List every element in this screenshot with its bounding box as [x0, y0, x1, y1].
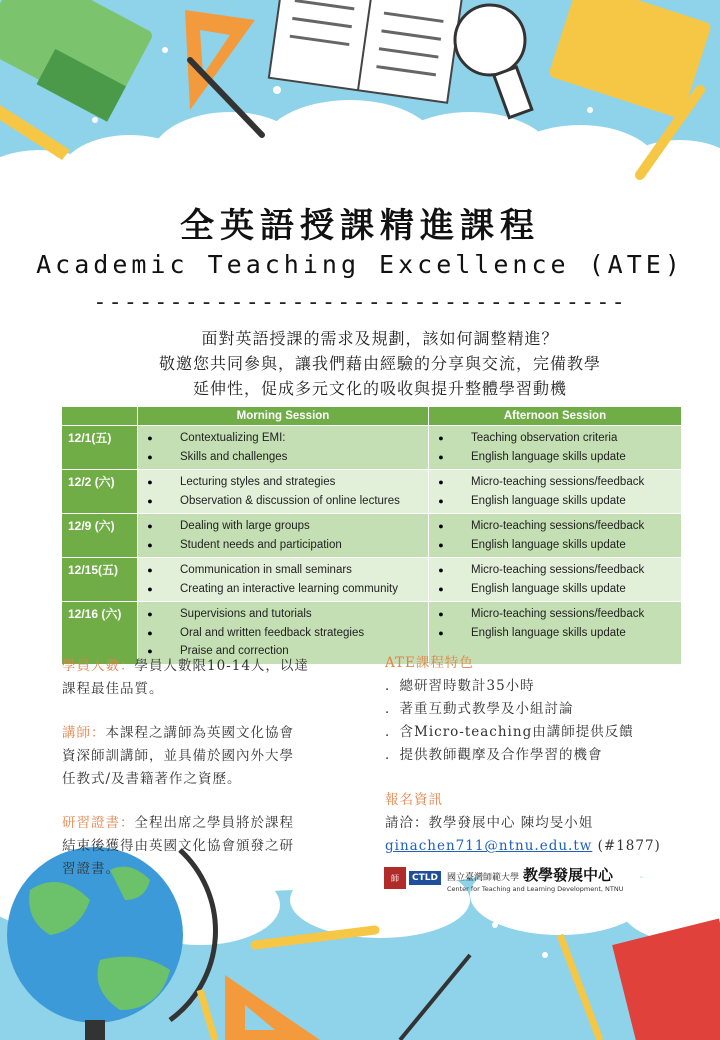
row-date: 12/9 (六)	[62, 514, 138, 558]
list-item: Observation & discussion of online lectures	[180, 494, 400, 507]
list-item: English language skills update	[471, 538, 626, 551]
students-text: 學員人數限10-14人，以達	[134, 658, 309, 674]
page-title-en: Academic Teaching Excellence (ATE)	[36, 250, 684, 279]
feature-item: ．提供教師觀摩及合作學習的機會	[385, 747, 603, 763]
logo-cn-text: 國立臺灣師範大學	[446, 872, 519, 883]
dashed-divider: -----------------------------------	[93, 290, 627, 315]
teacher-text: 本課程之講師為英國文化協會	[105, 725, 294, 741]
intro-line: 敬邀您共同參與，讓我們藉由經驗的分享與交流，完備教學	[158, 354, 601, 373]
list-item: Skills and challenges	[180, 450, 288, 463]
teacher-label: 講師：	[62, 725, 106, 741]
email-row	[385, 835, 685, 858]
ntnu-seal-icon: 師	[384, 867, 406, 889]
morning-cell	[138, 558, 429, 602]
bullet-icon: ●	[147, 646, 153, 657]
table-row	[62, 470, 682, 514]
feature-item: ．總研習時數計35小時	[385, 678, 535, 694]
extension-text: (#1877)	[597, 838, 661, 854]
logo-en-text: Center for Teaching and Learning Development, NTNU	[446, 884, 624, 893]
list-item: Micro-teaching sessions/feedback	[471, 564, 645, 577]
schedule-table	[61, 406, 682, 665]
table-row	[62, 558, 682, 602]
bullet-icon: ●	[438, 539, 444, 550]
list-item: Teaching observation criteria	[471, 432, 618, 445]
intro-text	[95, 326, 665, 401]
right-info	[385, 652, 685, 858]
intro-line: 延伸性，促成多元文化的吸收與提升整體學習動機	[192, 379, 567, 398]
list-item: Dealing with large groups	[180, 520, 310, 533]
morning-cell	[138, 426, 429, 470]
list-item: Oral and written feedback strategies	[180, 626, 365, 639]
table-row	[62, 426, 682, 470]
logo-big-text: 教學發展中心	[522, 865, 613, 884]
bullet-icon: ●	[438, 477, 444, 488]
bullet-icon: ●	[438, 583, 444, 594]
header-date	[62, 407, 138, 426]
certificate-text: 全程出席之學員將於課程	[134, 815, 294, 831]
morning-cell	[138, 514, 429, 558]
header-afternoon: Afternoon Session	[429, 407, 682, 426]
list-item: Creating an interactive learning community	[180, 582, 398, 595]
list-item: Praise and correction	[180, 645, 289, 658]
list-item: Micro-teaching sessions/feedback	[471, 476, 645, 489]
teacher-info	[62, 722, 362, 791]
bullet-icon: ●	[147, 565, 153, 576]
left-info	[62, 655, 362, 881]
afternoon-cell	[429, 470, 682, 514]
list-item: Lecturing styles and strategies	[180, 476, 336, 489]
bullet-icon: ●	[147, 627, 153, 638]
bullet-icon: ●	[147, 521, 153, 532]
bullet-icon: ●	[147, 451, 153, 462]
list-item: English language skills update	[471, 494, 626, 507]
bullet-icon: ●	[438, 609, 444, 620]
list-item: Contextualizing EMI:	[180, 432, 286, 445]
header-morning: Morning Session	[138, 407, 429, 426]
bullet-icon: ●	[438, 495, 444, 506]
row-date: 12/2 (六)	[62, 470, 138, 514]
ate-features-title: ATE課程特色	[385, 655, 474, 671]
email-link[interactable]: ginachen711@ntnu.edu.tw	[385, 838, 593, 854]
afternoon-cell	[429, 514, 682, 558]
bullet-icon: ●	[438, 627, 444, 638]
page-title-zh: 全英語授課精進課程	[180, 206, 540, 246]
ctld-badge: CTLD	[409, 871, 441, 885]
morning-cell	[138, 470, 429, 514]
bullet-icon: ●	[147, 609, 153, 620]
intro-line: 面對英語授課的需求及規劃，該如何調整精進？	[201, 329, 559, 348]
bullet-icon: ●	[147, 477, 153, 488]
table-header-row	[62, 407, 682, 426]
list-item: English language skills update	[471, 450, 626, 463]
list-item: English language skills update	[471, 626, 626, 639]
teacher-text: 任教式/及書籍著作之資歷。	[62, 771, 242, 787]
row-date: 12/16 (六)	[62, 602, 138, 665]
list-item: Communication in small seminars	[180, 564, 352, 577]
feature-item: ．著重互動式教學及小組討論	[385, 701, 574, 717]
row-date: 12/1(五)	[62, 426, 138, 470]
bullet-icon: ●	[438, 521, 444, 532]
afternoon-cell	[429, 558, 682, 602]
bullet-icon: ●	[147, 433, 153, 444]
list-item: English language skills update	[471, 582, 626, 595]
list-item: Supervisions and tutorials	[180, 608, 312, 621]
list-item: Micro-teaching sessions/feedback	[471, 520, 645, 533]
list-item: Student needs and participation	[180, 538, 342, 551]
students-text: 課程最佳品質。	[62, 681, 164, 697]
list-item: Micro-teaching sessions/feedback	[471, 608, 645, 621]
students-label: 學員人數：	[62, 658, 135, 674]
bullet-icon: ●	[147, 583, 153, 594]
certificate-label: 研習證書：	[62, 815, 135, 831]
bullet-icon: ●	[438, 451, 444, 462]
students-info	[62, 655, 362, 701]
afternoon-cell	[429, 426, 682, 470]
certificate-text: 習證書。	[62, 861, 120, 877]
ntnu-ctld-logo	[384, 865, 684, 893]
row-date: 12/15(五)	[62, 558, 138, 602]
bullet-icon: ●	[438, 433, 444, 444]
table-row	[62, 514, 682, 558]
bullet-icon: ●	[438, 565, 444, 576]
teacher-text: 資深師訓講師，並具備於國內外大學	[62, 748, 294, 764]
registration-title: 報名資訊	[385, 792, 443, 808]
certificate-info	[62, 812, 362, 881]
bullet-icon: ●	[147, 495, 153, 506]
feature-item: ．含Micro-teaching由講師提供反饋	[385, 724, 634, 740]
contact-text: 請洽：教學發展中心 陳均旻小姐	[385, 815, 594, 831]
certificate-text: 結束後獲得由英國文化協會頒發之研	[62, 838, 294, 854]
bullet-icon: ●	[147, 539, 153, 550]
